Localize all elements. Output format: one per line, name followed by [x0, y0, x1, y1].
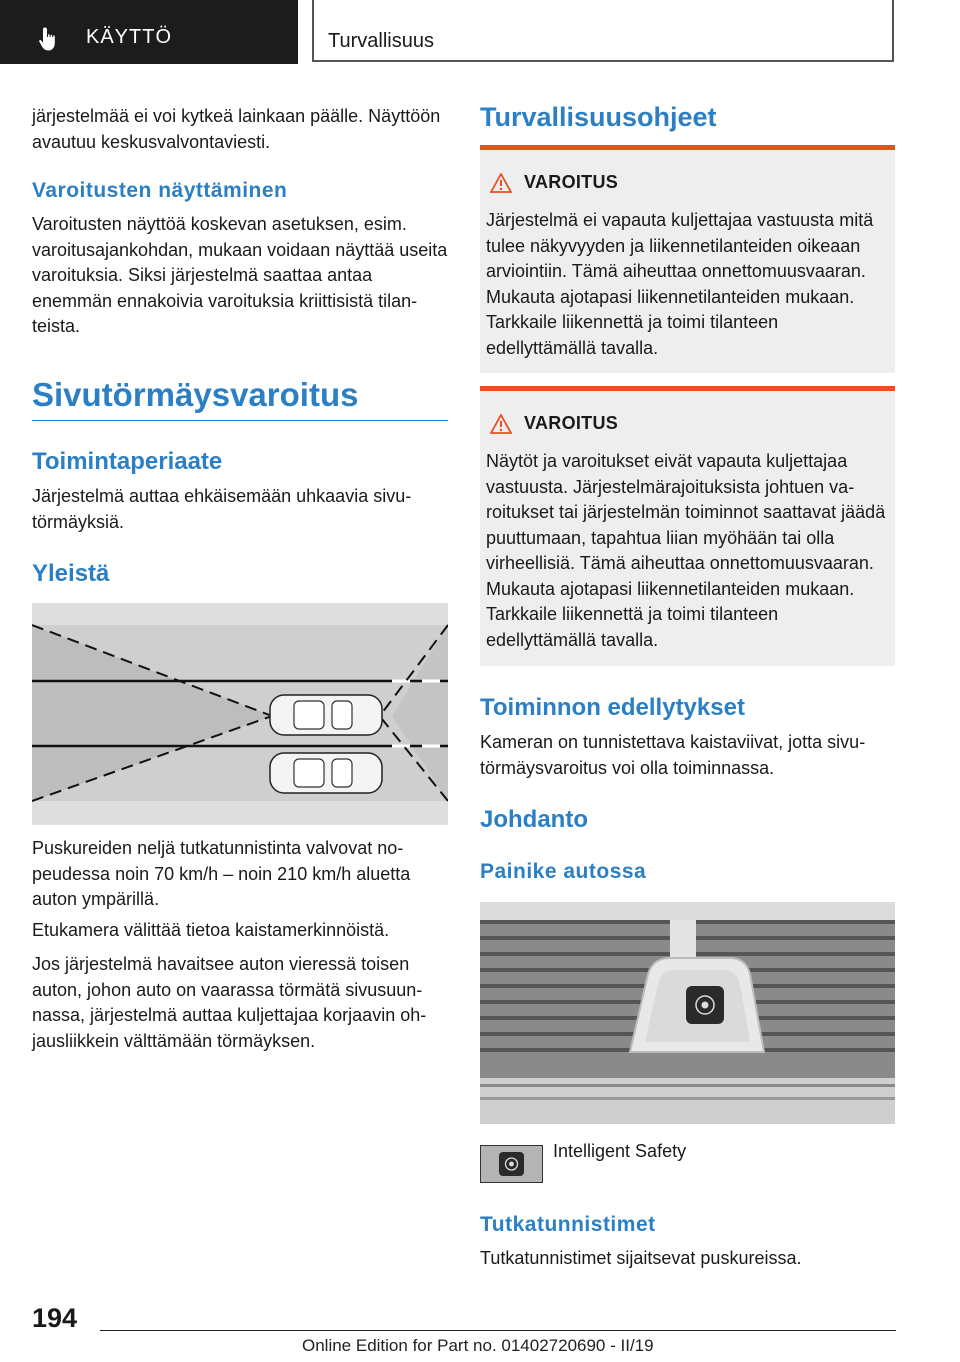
- side-collision-illustration: [32, 603, 448, 825]
- intelligent-safety-button-icon: [480, 1145, 543, 1183]
- footer-rule: [100, 1330, 896, 1331]
- camera-paragraph: Etukamera välittää tietoa kaistamerkinnöistä.: [32, 920, 390, 940]
- button-heading: Painike autossa: [480, 860, 647, 883]
- page-number: 194: [32, 1303, 78, 1333]
- principle-paragraph: Järjestelmä auttaa ehkäisemään uhkaavia sivutörmäyksiä.: [32, 486, 412, 532]
- safety-heading: Turvallisuusohjeet: [480, 102, 717, 132]
- sensors-paragraph: Puskureiden neljä tutkatunnistinta valvovat nopeudessa noin 70 km/h – noin 210 km/h aluetta auton ympärillä.: [32, 838, 411, 909]
- warning-text: Näytöt ja varoitukset eivät vapauta kuljettajaa vastuusta. Järjestelmärajoituksista johtuen varoitukset tai järjestelmän toiminnot saattavat jäädä puuttumaan, tapahtua liian myöhään tai olla virheellisiä. Tämä aiheuttaa onnettomuusvaaran. Mukauta ajotapasi liikennetilanteiden mukaan. Tarkkaile liikennettä ja toimi tilanteen edellyttämällä tavalla.: [486, 451, 886, 650]
- chapter-title: Turvallisuus: [328, 30, 434, 52]
- car-top-view: [270, 695, 382, 735]
- warning-triangle-icon: [490, 414, 512, 434]
- car-top-view: [270, 753, 382, 793]
- hand-pointer-icon: [38, 26, 62, 52]
- requirements-paragraph: Kameran on tunnistettava kaistaviivat, jotta sivutörmäysvaroitus voi olla toiminnassa.: [480, 732, 866, 778]
- warnings-paragraph: Varoitusten näyttöä koskevan asetuksen, esim. varoitusajankohdan, mukaan voidaan näyttää useita varoituksia. Siksi järjestelmä saattaa antaa enemmän ennakoivia varoituksia kriittisistä tilanteista.: [32, 214, 448, 336]
- sensors-heading: Tutkatunnistimet: [480, 1213, 656, 1236]
- warnings-heading: Varoitusten näyttäminen: [32, 179, 288, 202]
- main-heading: Sivutörmäysvaroitus: [32, 376, 359, 413]
- button-photo: [480, 902, 895, 1124]
- assist-paragraph: Jos järjestelmä havaitsee auton vieressä toisen auton, johon auto on vaarassa törmätä sivusuunnassa, järjestelmä auttaa kuljettajaa korjaavin ohjausliikkein välttämään törmäyksen.: [32, 954, 427, 1051]
- warning-triangle-icon: [490, 173, 512, 193]
- intro-paragraph: järjestelmää ei voi kytkeä lainkaan päälle. Näyttöön avautuu keskusvalvontaviesti.: [32, 106, 441, 152]
- warning-box: [480, 145, 895, 373]
- intro-heading: Johdanto: [480, 806, 588, 833]
- chapter-header: [312, 0, 894, 62]
- general-heading: Yleistä: [32, 560, 110, 587]
- section-label: KÄYTTÖ: [86, 26, 173, 48]
- requirements-heading: Toiminnon edellytykset: [480, 694, 745, 721]
- heading-rule: [32, 420, 448, 421]
- section-tab[interactable]: [0, 0, 298, 64]
- warning-text: Järjestelmä ei vapauta kuljettajaa vastuusta mitä tulee näkyvyyden ja liikennetilanteiden oikeaan arviointiin. Tämä aiheuttaa onnettomuusvaaran. Mukauta ajotapasi liikennetilanteiden mukaan. Tarkkaile liikennettä ja toimi tilanteen edellyttämällä tavalla.: [486, 210, 874, 358]
- edition-text: Online Edition for Part no. 01402720690 - II/19: [302, 1336, 654, 1355]
- warning-label: VAROITUS: [524, 172, 619, 192]
- sensors-location-paragraph: Tutkatunnistimet sijaitsevat puskureissa.: [480, 1248, 802, 1268]
- button-label: Intelligent Safety: [553, 1141, 687, 1161]
- warning-box: [480, 386, 895, 666]
- warning-label: VAROITUS: [524, 413, 619, 433]
- principle-heading: Toimintaperiaate: [32, 448, 223, 475]
